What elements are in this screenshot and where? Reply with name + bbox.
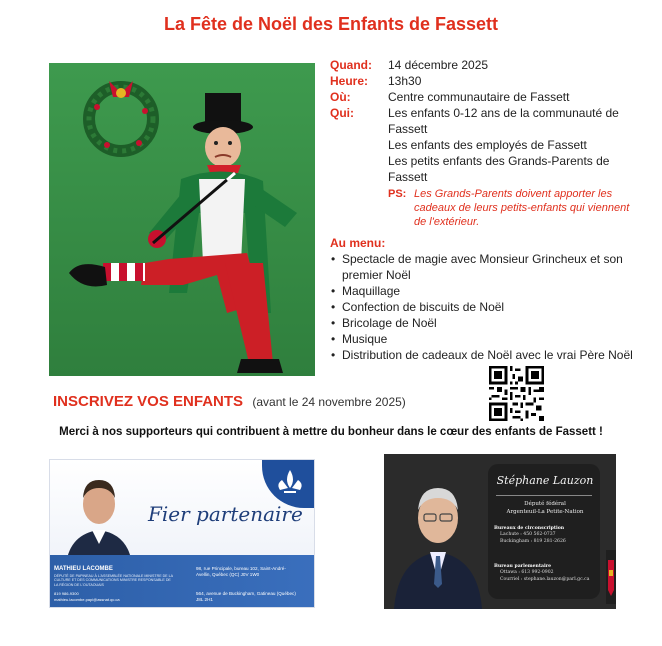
divider xyxy=(496,495,592,496)
offices-label: Bureaux de circonscription xyxy=(494,526,565,531)
menu-item: • Maquillage xyxy=(330,283,640,299)
thanks-message: Merci à nos supporteurs qui contribuent à mettre du bonheur dans le cœur des enfants de Fassett ! xyxy=(59,426,603,438)
ps-note xyxy=(388,187,640,229)
ps-label: PS: xyxy=(388,188,407,200)
signup-deadline: (avant le 24 novembre 2025) xyxy=(252,395,406,409)
sponsor-card-lacombe xyxy=(49,459,315,608)
menu-list xyxy=(330,251,640,363)
menu-item: • Bricolage de Noël xyxy=(330,315,640,331)
fleur-de-lis-icon xyxy=(262,460,314,508)
sponsor-phone: 819 986-9300 xyxy=(54,591,79,596)
menu-heading: Au menu: xyxy=(330,236,386,250)
office-lachute: Lachute : 450 562-0737 xyxy=(500,532,556,538)
sponsor-email: mathieu.lacombe.papi@assnat.qc.ca xyxy=(54,597,120,602)
mp-title xyxy=(490,500,600,516)
mp-role: Député fédéral xyxy=(524,501,566,507)
mp-email: Courriel : stephane.lauzon@parl.gc.ca xyxy=(500,576,590,582)
time-value: 13h30 xyxy=(388,74,422,88)
sponsor-address-1: 98, rue Principale, bureau 102, Saint-André-Avellin, Québec (QC) J0V 1W0 xyxy=(196,566,286,577)
parl-label: Bureau parlementaire xyxy=(494,564,552,569)
parliament-office xyxy=(494,564,600,583)
menu-item: • Musique xyxy=(330,331,640,347)
time-label: Heure: xyxy=(330,74,369,88)
who-label: Qui: xyxy=(330,106,354,120)
sponsor-name: MATHIEU LACOMBE xyxy=(54,566,113,572)
signup-callout xyxy=(53,393,406,410)
date-label: Quand: xyxy=(330,58,372,72)
menu-item: • Spectacle de magie avec Monsieur Grincheux et son premier Noël xyxy=(330,251,640,283)
date-value: 14 décembre 2025 xyxy=(388,58,489,72)
mp-riding: Argenteuil-La Petite-Nation xyxy=(506,509,584,515)
office-buckingham: Buckingham : 819 281-2626 xyxy=(500,538,566,544)
performer-illustration xyxy=(49,63,315,376)
signup-text: INSCRIVEZ VOS ENFANTS xyxy=(53,393,244,410)
office-ottawa: Ottawa : 613 992-0902 xyxy=(500,570,554,576)
sponsor-roles: DÉPUTÉ DE PAPINEAU À L'ASSEMBLÉE NATIONALE MINISTRE DE LA CULTURE ET DES COMMUNICATIONS MINISTRE RESPONSABLE DE LA RÉGION DE L'OUTAOUAIS xyxy=(54,574,173,587)
lacombe-portrait xyxy=(64,464,134,564)
sponsor-contact xyxy=(54,591,120,603)
menu-item: • Distribution de cadeaux de Noël avec le vrai Père Noël xyxy=(330,347,640,363)
who-item: Les enfants des employés de Fassett xyxy=(388,138,587,152)
constituency-offices xyxy=(494,526,600,545)
partner-tagline: Fier partenaire xyxy=(148,502,303,526)
sponsor-card-lauzon xyxy=(384,454,616,609)
location-value: Centre communautaire de Fassett xyxy=(388,90,570,104)
event-details xyxy=(330,57,640,363)
time-row xyxy=(330,73,640,89)
date-row xyxy=(330,57,640,73)
lauzon-portrait xyxy=(390,462,486,609)
who-item: Les enfants 0-12 ans de la communauté de Fassett xyxy=(388,106,619,136)
event-title: La Fête de Noël des Enfants de Fassett xyxy=(163,14,499,34)
menu-item: • Confection de biscuits de Noël xyxy=(330,299,640,315)
canada-crest-icon xyxy=(606,550,616,604)
wreath-icon xyxy=(89,81,153,151)
event-photo xyxy=(49,63,315,376)
qr-code-icon[interactable] xyxy=(489,366,544,421)
ps-text: Les Grands-Parents doivent apporter les cadeaux de leurs petits-enfants qui viennent de l'extérieur. xyxy=(414,188,630,228)
location-label: Où: xyxy=(330,90,351,104)
sponsor-address-2: 564, avenue de Buckingham, Gatineau (Québec) J8L 2H1 xyxy=(196,591,296,602)
who-row xyxy=(330,105,640,185)
location-row xyxy=(330,89,640,105)
signature: Stéphane Lauzon xyxy=(496,474,594,487)
who-item: Les petits enfants des Grands-Parents de Fassett xyxy=(388,154,610,184)
